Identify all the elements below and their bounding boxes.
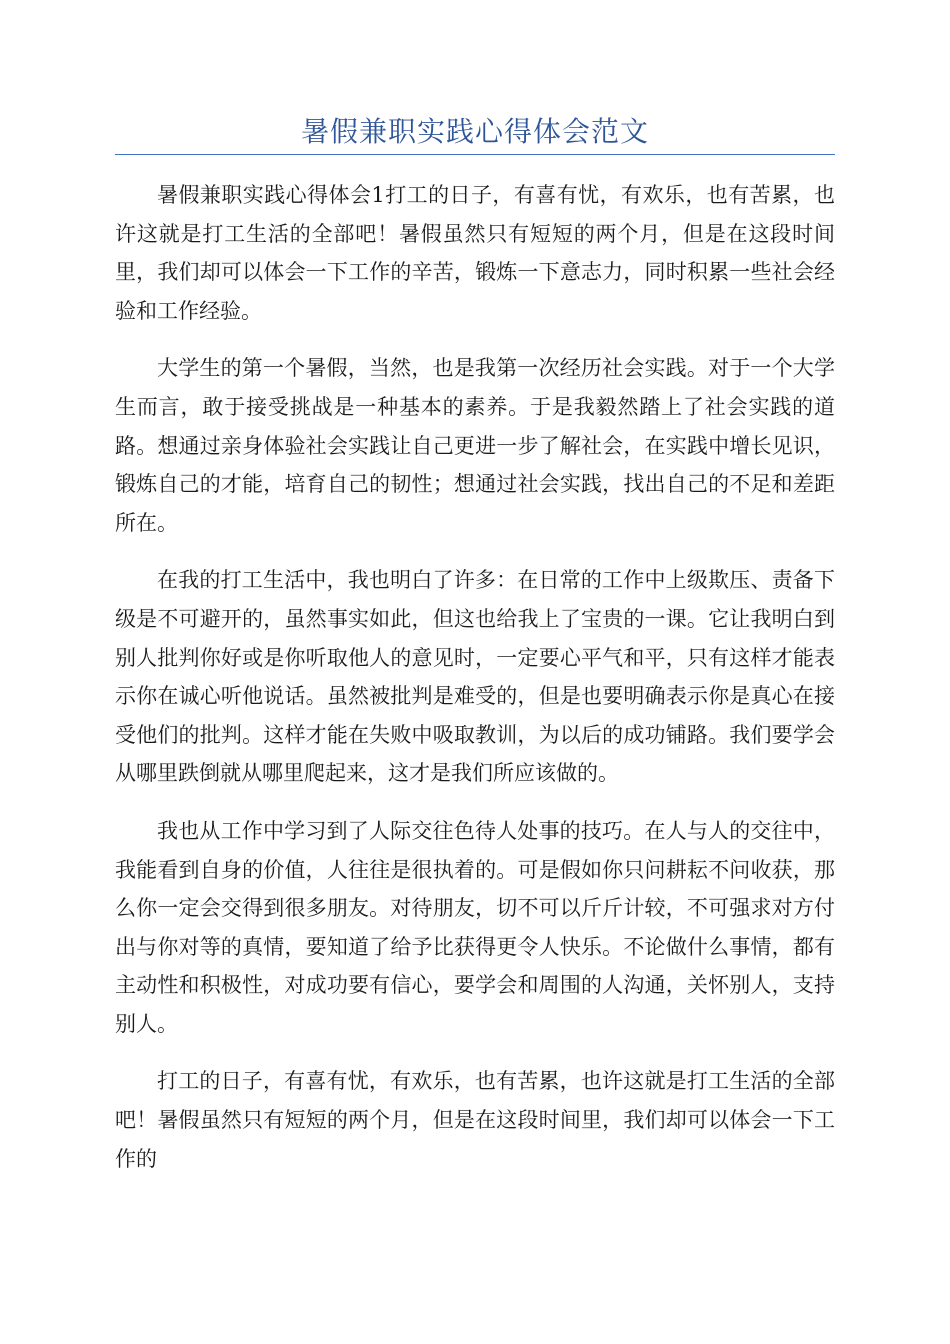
document-title: 暑假兼职实践心得体会范文 [300, 115, 649, 148]
paragraph-1: 暑假兼职实践心得体会1打工的日子，有喜有忧，有欢乐，也有苦累，也许这就是打工生活的全部吧！暑假虽然只有短短的两个月，但是在这段时间里，我们却可以体会一下工作的辛苦，锻炼一下意志力，同时积累一些社会经验和工作经验。 [115, 183, 835, 323]
paragraph-2: 大学生的第一个暑假，当然，也是我第一次经历社会实践。对于一个大学生而言，敢于接受挑战是一种基本的素养。于是我毅然踏上了社会实践的道路。想通过亲身体验社会实践让自己更进一步了解社会，在实践中增长见识，锻炼自己的才能，培育自己的韧性；想通过社会实践，找出自己的不足和差距所在。 [115, 356, 835, 535]
paragraph-5: 打工的日子，有喜有忧，有欢乐，也有苦累，也许这就是打工生活的全部吧！暑假虽然只有短短的两个月，但是在这段时间里，我们却可以体会一下工作的 [115, 1069, 835, 1171]
document-body [115, 176, 835, 1197]
title-underline [115, 154, 835, 155]
paragraph-4: 我也从工作中学习到了人际交往色待人处事的技巧。在人与人的交往中，我能看到自身的价值，人往往是很执着的。可是假如你只问耕耘不问收获，那么你一定会交得到很多朋友。对待朋友，切不可以斤斤计较，不可强求对方付出与你对等的真情，要知道了给予比获得更令人快乐。不论做什么事情，都有主动性和积极性，对成功要有信心，要学会和周围的人沟通，关怀别人，支持别人。 [115, 818, 835, 1036]
paragraph-3: 在我的打工生活中，我也明白了许多：在日常的工作中上级欺压、责备下级是不可避开的，虽然事实如此，但这也给我上了宝贵的一课。它让我明白到别人批判你好或是你听取他人的意见时，一定要心平气和平，只有这样才能表示你在诚心听他说话。虽然被批判是难受的，但是也要明确表示你是真心在接受他们的批判。这样才能在失败中吸取教训，为以后的成功铺路。我们要学会从哪里跌倒就从哪里爬起来，这才是我们所应该做的。 [115, 568, 835, 786]
